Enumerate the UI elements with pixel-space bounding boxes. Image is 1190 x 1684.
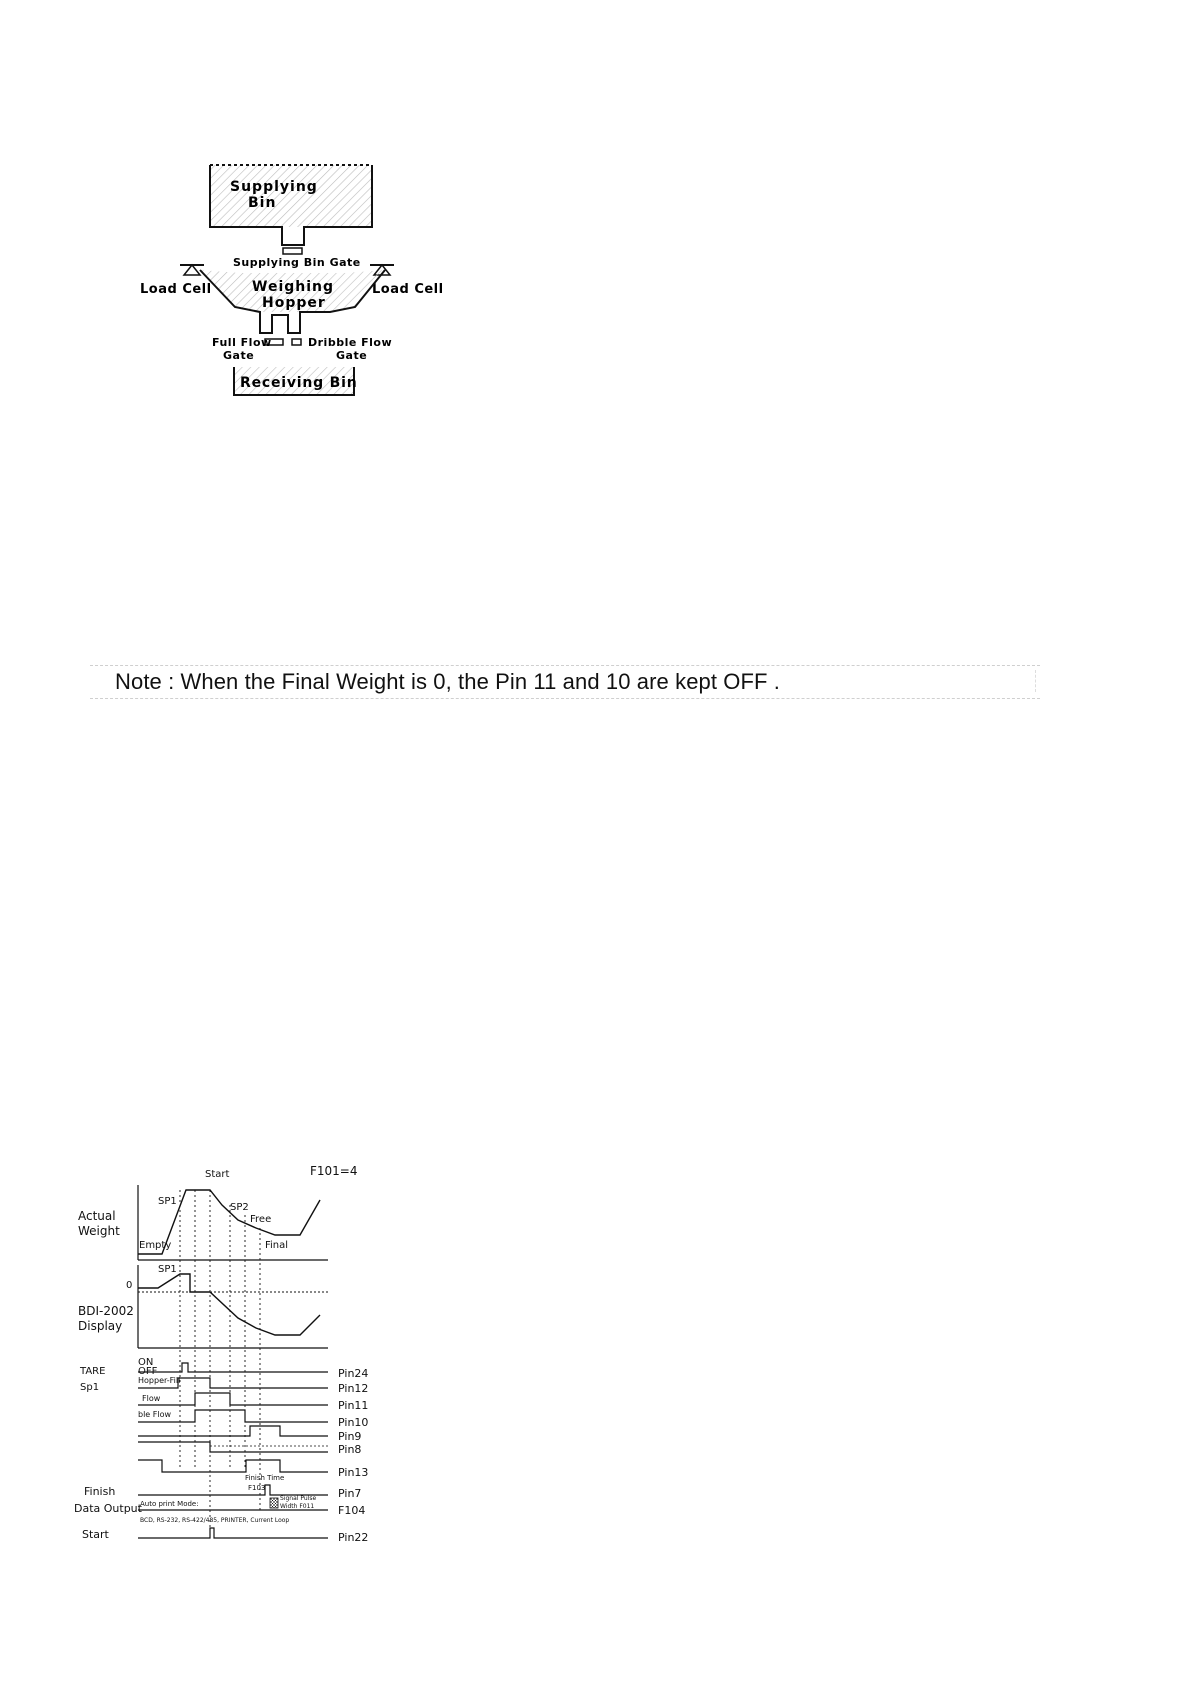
display-label: BDI-2002 — [78, 1304, 134, 1318]
signal-pulse-label: Signal Pulse — [280, 1495, 317, 1502]
tare-label: TARE — [80, 1366, 106, 1377]
load-cell-left-label: Load Cell — [140, 282, 212, 297]
actual-weight-label-2: Weight — [78, 1224, 120, 1238]
off-label: OFF — [138, 1366, 158, 1377]
pin-label: Pin8 — [338, 1443, 362, 1456]
hopper-fill-label: Hopper-Fill — [138, 1376, 181, 1385]
pin13-signal — [138, 1460, 328, 1472]
pin-label: Pin12 — [338, 1382, 369, 1395]
pin9-signal — [138, 1426, 328, 1436]
display-zero-label: 0 — [126, 1280, 133, 1291]
display-sp1-label: SP1 — [158, 1264, 177, 1275]
note-text: Note : When the Final Weight is 0, the Pin 11 and 10 are kept OFF . — [115, 669, 781, 694]
auto-print-label: Auto print Mode: — [140, 1500, 199, 1508]
display-curve — [138, 1274, 320, 1335]
weighing-system-diagram — [140, 155, 450, 400]
pin-label: Pin10 — [338, 1416, 369, 1429]
on-label: ON — [138, 1357, 154, 1368]
supplying-bin-label-2: Bin — [248, 195, 277, 211]
pin8-signal — [138, 1442, 328, 1452]
actual-weight-label: Actual — [78, 1209, 116, 1223]
tare-signal — [138, 1363, 328, 1372]
timing-diagram — [70, 1160, 390, 1570]
f103-label: F103 — [248, 1484, 266, 1492]
signal-pulse-block — [270, 1498, 278, 1508]
sp1-label: Sp1 — [80, 1382, 100, 1393]
load-cell-right-label: Load Cell — [372, 282, 444, 297]
supplying-bin — [210, 165, 372, 227]
finish-time-label: Finish Time — [245, 1474, 285, 1482]
free-point-label: Free — [250, 1214, 272, 1225]
pin22-signal — [138, 1528, 328, 1538]
start-label: Start — [82, 1528, 109, 1541]
display-label-2: Display — [78, 1319, 123, 1333]
weighing-hopper-label-2: Hopper — [262, 295, 326, 311]
outputs-label: BCD, RS-232, RS-422/485, PRINTER, Current Loop — [140, 1517, 290, 1524]
dribble-flow-gate-label: Dribble Flow — [308, 336, 393, 349]
mode-label: F101=4 — [310, 1164, 358, 1178]
full-flow-gate-label: Full Flow — [212, 336, 272, 349]
pin-label: Pin9 — [338, 1430, 362, 1443]
dribble-flow-gate — [292, 339, 301, 345]
supplying-bin-gate — [283, 248, 302, 254]
data-output-label: Data Output — [74, 1502, 142, 1515]
empty-point-label: Empty — [139, 1240, 172, 1251]
finish-label: Finish — [84, 1485, 116, 1498]
pin-label: F104 — [338, 1504, 366, 1517]
supplying-bin-label: Supplying — [230, 179, 318, 195]
pin-label: Pin22 — [338, 1531, 369, 1544]
sp2-point-label: SP2 — [230, 1202, 249, 1213]
dribble-flow-label: ble Flow — [138, 1410, 172, 1419]
pin7-signal — [138, 1485, 328, 1495]
pin-label: Pin24 — [338, 1367, 369, 1380]
pin-label: Pin7 — [338, 1487, 362, 1500]
pin11-signal — [138, 1393, 328, 1405]
load-cell-left-symbol — [184, 265, 200, 275]
start-point-label: Start — [205, 1169, 230, 1180]
pin-label: Pin11 — [338, 1399, 369, 1412]
supplying-bin-gate-label: Supplying Bin Gate — [233, 256, 361, 269]
full-flow-label: Flow — [142, 1394, 161, 1403]
receiving-bin-label: Receiving Bin — [240, 375, 358, 391]
weighing-hopper-label: Weighing — [252, 279, 335, 295]
sp1-point-label: SP1 — [158, 1196, 177, 1207]
note-bar — [90, 665, 1040, 699]
final-point-label: Final — [265, 1240, 289, 1251]
note-bar-edge — [1035, 670, 1042, 692]
signal-pulse-label-2: Width F011 — [280, 1503, 315, 1510]
full-flow-gate-label-2: Gate — [223, 349, 255, 362]
pin-label: Pin13 — [338, 1466, 369, 1479]
dribble-flow-gate-label-2: Gate — [336, 349, 368, 362]
